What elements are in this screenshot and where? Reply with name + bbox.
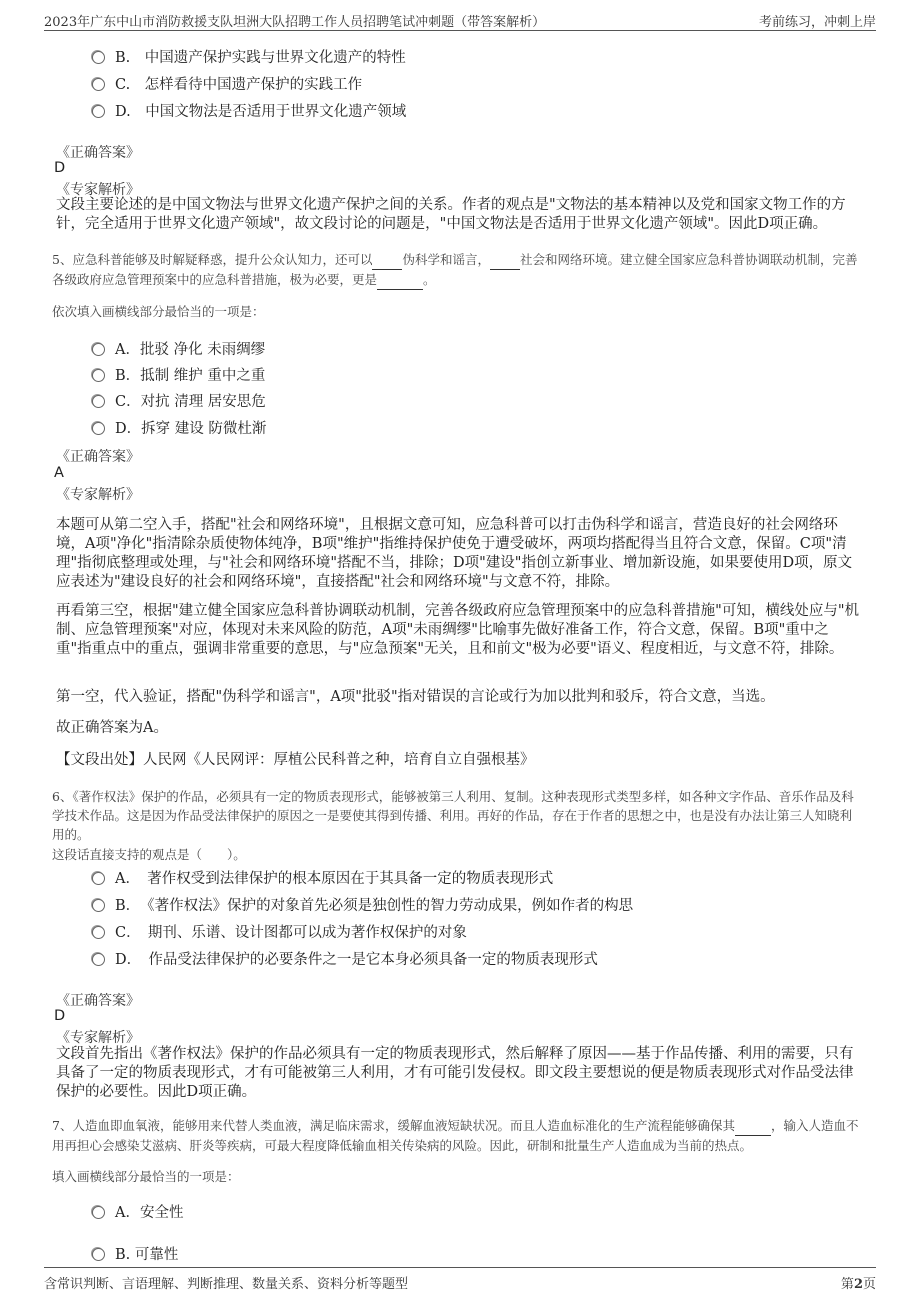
q4-answer-tag: 《正确答案》 bbox=[56, 145, 140, 161]
radio-icon[interactable] bbox=[92, 395, 105, 408]
q6-analysis-tag: 《专家解析》 bbox=[56, 1030, 140, 1046]
stem-text: 社会和网络环境。建立健全国家应急科普协调联动机制， bbox=[519, 252, 833, 267]
stem-text: 5、应急科普能够及时解疑释惑，提升公众认知力，还可以 bbox=[52, 252, 373, 267]
radio-icon[interactable] bbox=[92, 422, 105, 435]
q5-stem bbox=[52, 250, 864, 290]
stem-text: 7、人造血即血氧液，能够用来代替人类血液，满足临床需求，缓解血液短缺状况。而且人造血标准化的生产流程能够确保其 bbox=[52, 1118, 735, 1133]
q6-answer-tag: 《正确答案》 bbox=[56, 993, 140, 1009]
q5-option-c[interactable] bbox=[92, 390, 266, 411]
radio-icon[interactable] bbox=[92, 51, 105, 64]
option-label: B. 可靠性 bbox=[115, 1247, 179, 1263]
q5-analysis-para-3: 第一空，代入验证，搭配"伪科学和谣言"，A项"批驳"指对错误的言论或行为加以批判和驳斥，符合文意，当选。 bbox=[56, 689, 775, 705]
option-label: C. 怎样看待中国遗产保护的实践工作 bbox=[115, 77, 363, 93]
page-num: 2 bbox=[853, 1277, 863, 1292]
q7-option-b[interactable] bbox=[92, 1243, 178, 1264]
radio-icon[interactable] bbox=[92, 953, 105, 966]
q6-option-d[interactable] bbox=[92, 948, 598, 969]
radio-icon[interactable] bbox=[92, 369, 105, 382]
option-label: A．安全性 bbox=[115, 1205, 184, 1221]
q6-option-c[interactable] bbox=[92, 921, 467, 942]
radio-icon[interactable] bbox=[92, 899, 105, 912]
blank-2 bbox=[490, 250, 520, 270]
q5-analysis-para-4: 故正确答案为A。 bbox=[56, 720, 168, 736]
radio-icon[interactable] bbox=[92, 78, 105, 91]
option-label: B．抵制 维护 重中之重 bbox=[115, 368, 266, 384]
q7-stem bbox=[52, 1116, 864, 1155]
radio-icon[interactable] bbox=[92, 872, 105, 885]
option-label: B． 《著作权法》保护的对象首先必须是独创性的智力劳动成果，例如作者的构思 bbox=[115, 898, 634, 914]
q5-prompt: 依次填入画横线部分最恰当的一项是： bbox=[52, 304, 265, 319]
q4-option-d[interactable] bbox=[92, 100, 406, 121]
radio-icon[interactable] bbox=[92, 1206, 105, 1219]
option-label: B. 中国遗产保护实践与世界文化遗产的特性 bbox=[115, 50, 406, 66]
page-footer bbox=[44, 1267, 876, 1294]
radio-icon[interactable] bbox=[92, 1248, 105, 1261]
blank-1 bbox=[372, 250, 402, 270]
q6-prompt: 这段话直接支持的观点是（ ）。 bbox=[52, 847, 246, 862]
q5-analysis-para-2: 再看第三空，根据"建立健全国家应急科普协调联动机制，完善各级政府应急管理预案中的应急科普措施"可知，横线处应与"机制、应急管理预案"对应，体现对未来风险的防范，A项"未雨绸缪"比喻事先做好准备工作，符合文意，保留。B项"重中之重"指重点中的重点，强调非常重要的意思，与"应急预案"无关，且和前文"极为必要"语义、程度相近，与文意不符，排除。 bbox=[56, 603, 860, 657]
footer-note: 含常识判断、言语理解、判断推理、数量关系、资料分析等题型 bbox=[44, 1277, 409, 1292]
q4-answer: D bbox=[54, 160, 66, 176]
stem-text: 完善各级政府应急管理预案中的应急科普措施，极为必要，更是 bbox=[52, 252, 858, 287]
q7-option-a[interactable] bbox=[92, 1201, 183, 1222]
q4-option-c[interactable] bbox=[92, 73, 362, 94]
q5-answer: A bbox=[54, 465, 64, 481]
radio-icon[interactable] bbox=[92, 343, 105, 356]
page-number bbox=[841, 1273, 876, 1292]
q5-option-b[interactable] bbox=[92, 364, 265, 385]
q6-option-b[interactable] bbox=[92, 894, 633, 915]
stem-text: 。 bbox=[423, 272, 436, 287]
option-label: C． 期刊、乐谱、设计图都可以成为著作权保护的对象 bbox=[115, 925, 467, 941]
option-label: A．批驳 净化 未雨绸缪 bbox=[115, 342, 266, 358]
q5-analysis-para-1: 本题可从第二空入手，搭配"社会和网络环境"，且根据文意可知，应急科普可以打击伪科学和谣言，营造良好的社会网络环境，A项"净化"指清除杂质使物体纯净，B项"维护"指维持保护使免于遭受破坏，两项均搭配得当且符合文意，保留。C项"清理"指彻底整理或处理，与"社会和网络环境"搭配不当，排除；D项"建设"指创立新事业、增加新设施，如果要使用D项，原文应表述为"建设良好的社会和网络环境"，直接搭配"社会和网络环境"与文意不符，排除。 bbox=[56, 517, 853, 590]
q5-answer-tag: 《正确答案》 bbox=[56, 449, 140, 465]
q6-analysis: 文段首先指出《著作权法》保护的作品必须具有一定的物质表现形式，然后解释了原因——基于作品传播、利用的需要，只有具备了一定的物质表现形式，才有可能被第三人利用，才有可能引发侵权。即文段主要想说的便是物质表现形式对作品受法律保护的必要性。因此D项正确。 bbox=[56, 1046, 854, 1100]
q7-prompt: 填入画横线部分最恰当的一项是： bbox=[52, 1169, 240, 1184]
option-label: D. 中国文物法是否适用于世界文化遗产领域 bbox=[115, 104, 407, 120]
header-title: 2023年广东中山市消防救援支队坦洲大队招聘工作人员招聘笔试冲刺题（带答案解析） bbox=[44, 15, 546, 30]
q4-analysis-tag: 《专家解析》 bbox=[56, 182, 140, 198]
q5-analysis-tag: 《专家解析》 bbox=[56, 487, 140, 503]
option-label: A． 著作权受到法律保护的根本原因在于其具备一定的物质表现形式 bbox=[115, 871, 554, 887]
blank-3 bbox=[377, 270, 423, 290]
q5-source: 【文段出处】人民网《人民网评：厚植公民科普之种，培育自立自强根基》 bbox=[56, 752, 535, 768]
stem-text: ，输入人造血不用再担心会感染艾滋病、肝炎等疾病，可最大程度降低输血相关传染病的风险。因此，研制和批量生产人造血成为当前的热点。 bbox=[52, 1118, 859, 1153]
page-prefix: 第 bbox=[840, 1277, 854, 1292]
stem-text: 伪科学和谣言， bbox=[402, 252, 490, 267]
q5-option-a[interactable] bbox=[92, 338, 265, 359]
q4-analysis: 文段主要论述的是中国文物法与世界文化遗产保护之间的关系。作者的观点是"文物法的基本精神以及党和国家文物工作的方针，完全适用于世界文化遗产领域"，故文段讨论的问题是，"中国文物法是否适用于世界文化遗产领域"。因此D项正确。 bbox=[56, 197, 846, 232]
q5-option-d[interactable] bbox=[92, 417, 266, 438]
q6-answer: D bbox=[54, 1008, 66, 1024]
q4-option-b[interactable] bbox=[92, 46, 406, 67]
option-label: C．对抗 清理 居安思危 bbox=[115, 394, 266, 410]
page-suffix: 页 bbox=[862, 1277, 876, 1292]
blank-1 bbox=[735, 1116, 771, 1136]
option-label: D．拆穿 建设 防微杜渐 bbox=[115, 421, 267, 437]
radio-icon[interactable] bbox=[92, 926, 105, 939]
page-header bbox=[44, 8, 876, 31]
radio-icon[interactable] bbox=[92, 105, 105, 118]
header-slogan: 考前练习，冲刺上岸 bbox=[758, 15, 876, 30]
q6-stem: 6、《著作权法》保护的作品，必须具有一定的物质表现形式，能够被第三人利用、复制。这种表现形式类型多样，如各种文字作品、音乐作品及科学技术作品。这是因为作品受法律保护的原因之一是要使其得到传播、利用。再好的作品，存在于作者的思想之中，也是没有办法让第三人知晓利用的。 bbox=[52, 789, 854, 842]
option-label: D． 作品受法律保护的必要条件之一是它本身必须具备一定的物质表现形式 bbox=[115, 952, 598, 968]
q6-option-a[interactable] bbox=[92, 867, 553, 888]
